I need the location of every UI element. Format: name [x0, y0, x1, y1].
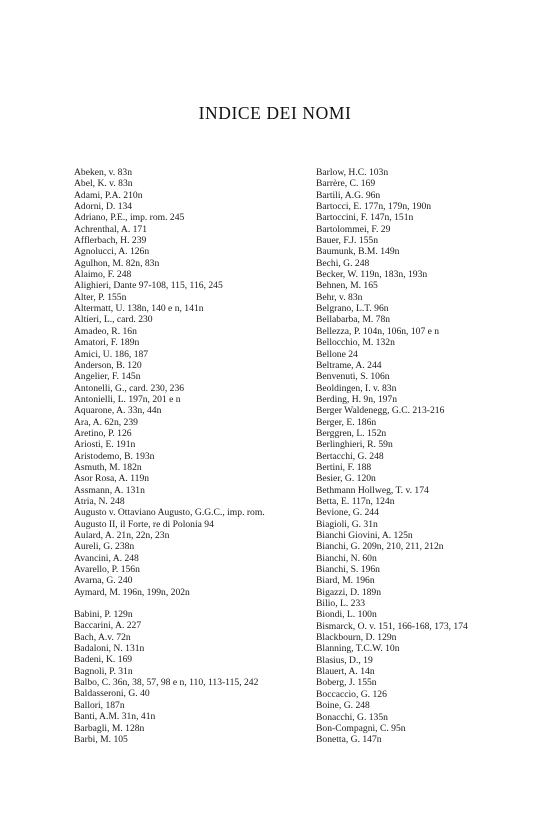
index-entry: Boberg, J. 155n: [316, 677, 377, 689]
index-entry: Barbi, M. 105: [74, 733, 128, 745]
index-entry: Barbagli, M. 128n: [74, 722, 145, 734]
index-entry: Bellezza, P. 104n, 106n, 107 e n: [316, 325, 440, 337]
index-entry: Bethmann Hollweg, T. v. 174: [316, 484, 429, 496]
index-entry: Bianchi, G. 209n, 210, 211, 212n: [316, 541, 444, 553]
index-entry: Baccarini, A. 227: [74, 620, 142, 632]
index-entry: Assmann, A. 131n: [74, 484, 145, 496]
index-entry: Aymard, M. 196n, 199n, 202n: [74, 586, 190, 598]
index-entry: Berger, E. 186n: [316, 416, 377, 428]
index-entry: Bilio, L. 233: [316, 598, 366, 610]
index-entry: Achrenthal, A. 171: [74, 223, 148, 235]
index-entry: Afflerbach, H. 239: [74, 235, 147, 247]
index-entry: Abeken, v. 83n: [74, 167, 132, 178]
index-entry: Aulard, A. 21n, 22n, 23n: [74, 530, 170, 541]
index-entry: Bianchi, N. 60n: [316, 552, 377, 564]
index-entry: Aretino, P. 126: [74, 427, 132, 439]
index-entry: Behr, v. 83n: [316, 291, 363, 303]
index-entry: Biondi, L. 100n: [316, 609, 377, 621]
index-entry: Bartolommei, F. 29: [316, 223, 391, 235]
index-entry: Bon-Compagni, C. 95n: [316, 722, 406, 734]
index-entry: Beoldingen, I. v. 83n: [316, 382, 397, 394]
index-entry: Bianchi Giovini, A. 125n: [316, 530, 413, 541]
index-column-right: [316, 167, 548, 746]
index-entry: Augusto v. Ottaviano Augusto, G.G.C., imp. rom.: [74, 507, 265, 519]
index-entry: Baumunk, B.M. 149n: [316, 246, 400, 258]
index-entry: Bertacchi, G. 248: [316, 450, 384, 462]
index-column-left: [74, 167, 304, 745]
index-entry: Anderson, B. 120: [74, 359, 142, 371]
index-entry: Aristodemo, B. 193n: [74, 450, 155, 462]
index-entry: Alighieri, Dante 97-108, 115, 116, 245: [74, 280, 223, 292]
index-entry: Behnen, M. 165: [316, 280, 378, 292]
index-entry: Altermatt, U. 138n, 140 e n, 141n: [74, 303, 204, 315]
index-entry: Avarna, G. 240: [74, 575, 133, 587]
index-entry: Antonielli, L. 197n, 201 e n: [74, 393, 181, 405]
index-entry: Bach, A.v. 72n: [74, 631, 131, 643]
index-entry: Besier, G. 120n: [316, 473, 376, 485]
index-entry: Avarello, P. 156n: [74, 564, 140, 576]
index-entry: Adami, P.A. 210n: [74, 189, 143, 201]
index-entry: Bauer, F.J. 155n: [316, 235, 379, 247]
index-entry: Abel, K. v. 83n: [74, 178, 133, 190]
index-entry: Berlinghieri, R. 59n: [316, 439, 393, 451]
index-entry: Bartili, A.G. 96n: [316, 189, 381, 201]
index-entry: Aquarone, A. 33n, 44n: [74, 405, 162, 417]
index-entry: Biagioli, G. 31n: [316, 518, 378, 530]
index-entry: Bigazzi, D. 189n: [316, 586, 382, 598]
index-entry: Bellocchio, M. 132n: [316, 337, 395, 349]
index-entry: Bagnoli, P. 31n: [74, 665, 133, 677]
index-entry: Babini, P. 129n: [74, 609, 133, 621]
index-entry: Berger Waldenegg, G.C. 213-216: [316, 405, 445, 417]
index-entry: Bellone 24: [316, 348, 358, 360]
index-entry: Bevione, G. 244: [316, 507, 379, 519]
index-entry: Blanning, T.C.W. 10n: [316, 643, 400, 655]
index-entry: Blackbourn, D. 129n: [316, 632, 397, 644]
index-entry: Bonacchi, G. 135n: [316, 711, 388, 723]
index-entry: Bartoccini, F. 147n, 151n: [316, 212, 414, 224]
index-entry: Augusto II, il Forte, re di Polonia 94: [74, 518, 214, 530]
index-entry: Angelier, F. 145n: [74, 371, 141, 383]
index-entry: Baldasseroni, G. 40: [74, 688, 150, 700]
index-entry: Badeni, K. 169: [74, 654, 133, 666]
index-entry: Ballori, 187n: [74, 699, 125, 711]
index-entry: Beltrame, A. 244: [316, 359, 382, 371]
index-entry: Berding, H. 9n, 197n: [316, 393, 398, 405]
index-entry: Bonetta, G. 147n: [316, 734, 382, 746]
index-entry: Becker, W. 119n, 183n, 193n: [316, 269, 428, 281]
index-entry: Alter, P. 155n: [74, 291, 127, 303]
index-entry: Altieri, L., card. 230: [74, 314, 153, 326]
index-entry: Blasius, D., 19: [316, 654, 373, 666]
index-entry: Bismarck, O. v. 151, 166-168, 173, 174: [316, 620, 468, 632]
index-entry: Ara, A. 62n, 239: [74, 416, 138, 428]
index-entry: Berggren, L. 152n: [316, 427, 387, 439]
index-entry: Avancini, A. 248: [74, 552, 139, 564]
index-entry: Atria, N. 248: [74, 495, 125, 507]
index-entry: Bertini, F. 188: [316, 461, 372, 473]
index-entry: Betta, E. 117n, 124n: [316, 495, 395, 507]
index-entry: Bechi, G. 248: [316, 257, 370, 269]
index-entry: Boine, G. 248: [316, 700, 370, 712]
index-entry: Asmuth, M. 182n: [74, 461, 142, 473]
index-entry: Ariosti, E. 191n: [74, 439, 136, 451]
index-entry: Belgrano, L.T. 96n: [316, 303, 389, 315]
index-entry: Antonelli, G., card. 230, 236: [74, 382, 185, 394]
index-entry: Adorni, D. 134: [74, 201, 133, 213]
index-entry: Amadeo, R. 16n: [74, 325, 137, 337]
index-entry: Agulhon, M. 82n, 83n: [74, 257, 160, 269]
page-title: INDICE DEI NOMI: [198, 103, 352, 123]
index-entry: Boccaccio, G. 126: [316, 688, 387, 700]
index-entry: Bianchi, S. 196n: [316, 564, 380, 576]
index-entry: Barlow, H.C. 103n: [316, 167, 389, 178]
index-entry: Blauert, A. 14n: [316, 666, 375, 678]
index-entry: Aureli, G. 238n: [74, 541, 135, 553]
index-entry: Adriano, P.E., imp. rom. 245: [74, 212, 185, 224]
index-entry: Amici, U. 186, 187: [74, 348, 149, 360]
index-entry: Biard, M. 196n: [316, 575, 375, 587]
index-entry: Agnolucci, A. 126n: [74, 246, 150, 258]
index-entry: Asor Rosa, A. 119n: [74, 473, 150, 485]
index-entry: Alaimo, F. 248: [74, 269, 132, 281]
index-entry: Bellabarba, M. 78n: [316, 314, 391, 326]
index-entry: Barrère, C. 169: [316, 178, 376, 190]
index-entry: Banti, A.M. 31n, 41n: [74, 711, 156, 723]
index-entry: Benvenuti, S. 106n: [316, 371, 390, 383]
index-entry: Bartocci, E. 177n, 179n, 190n: [316, 201, 432, 213]
index-entry: Badaloni, N. 131n: [74, 643, 145, 655]
index-entry: Amatori, F. 189n: [74, 337, 140, 349]
index-entry: Balbo, C. 36n, 38, 57, 98 e n, 110, 113-115, 242: [74, 677, 259, 689]
